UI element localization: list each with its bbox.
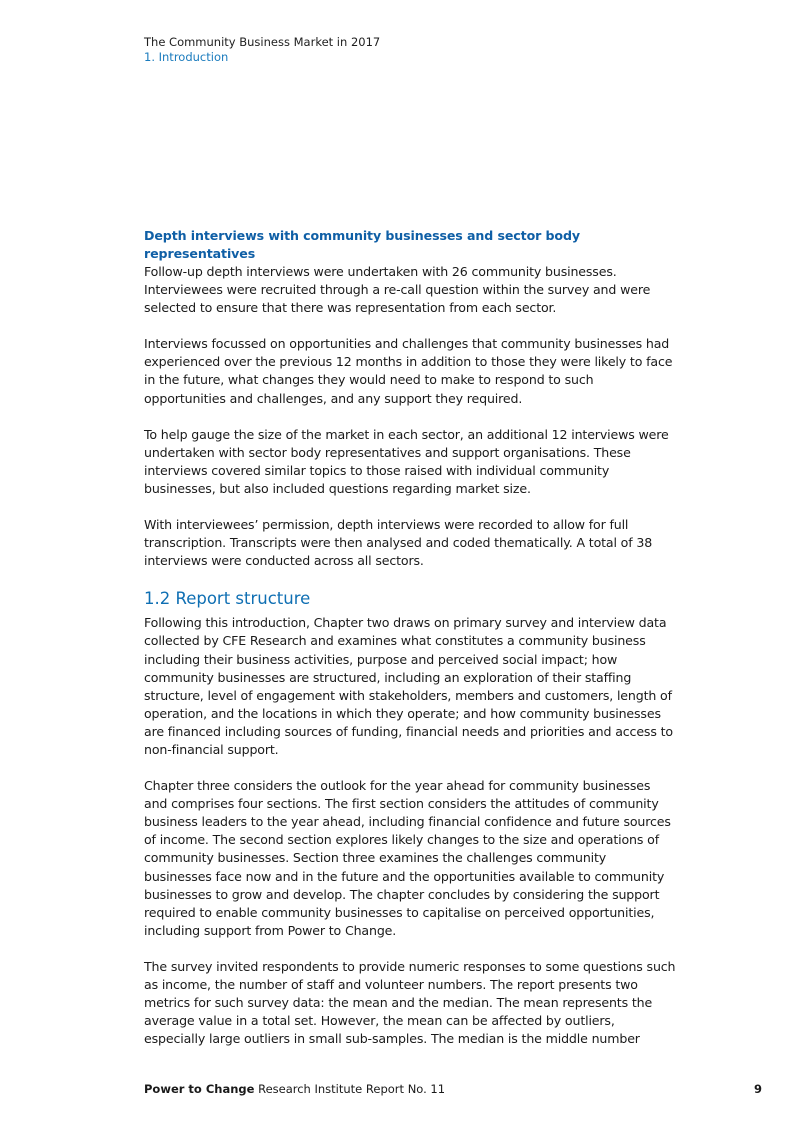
chapter-label: 1. Introduction <box>144 50 229 64</box>
page-number: 9 <box>753 1082 762 1096</box>
document-title: The Community Business Market in 2017 <box>144 35 381 49</box>
subheading-depth-interviews: Depth interviews with community businesses and sector body representatives <box>144 228 581 261</box>
paragraph: The survey invited respondents to provide numeric responses to some questions such as income, the number of staff and volunteer numbers. The report presents two metrics for such survey data: the mean and the median. The mean represents the average value in a total set. However, the mean can be affected by outliers, especially large outliers in small sub-samples. The median is the middle number <box>144 958 676 1047</box>
page-footer <box>144 1082 762 1097</box>
running-header <box>144 35 380 65</box>
paragraph: With interviewees’ permission, depth interviews were recorded to allow for full transcription. Transcripts were then analysed and coded thematically. A total of 38 interviews were conducted across all sectors. <box>144 517 653 569</box>
paragraph: Interviews focussed on opportunities and challenges that community businesses had experienced over the previous 12 months in addition to those they were likely to face in the future, what changes they would need to make to respond to such opportunities and challenges, and any support they required. <box>144 336 673 406</box>
section-heading-report-structure: 1.2 Report structure <box>144 589 311 609</box>
paragraph: Chapter three considers the outlook for the year ahead for community businesses and comprises four sections. The first section considers the attitudes of community business leaders to the year ahead, including financial confidence and future sources of income. The second section explores likely changes to the size and operations of community businesses. Section three examines the challenges community businesses face now and in the future and the opportunities available to community businesses to grow and develop. The chapter concludes by considering the support required to enable community businesses to capitalise on perceived opportunities, including support from Power to Change. <box>144 778 671 938</box>
paragraph: Following this introduction, Chapter two draws on primary survey and interview data collected by CFE Research and examines what constitutes a community business including their business activities, purpose and perceived social impact; how community businesses are structured, including an exploration of their staffing structure, level of engagement with stakeholders, members and customers, length of operation, and the locations in which they operate; and how community businesses are financed including sources of funding, financial needs and priorities and access to non-financial support. <box>144 615 673 757</box>
footer-report-credit <box>144 1082 445 1097</box>
footer-organisation: Power to Change <box>144 1082 255 1096</box>
paragraph: To help gauge the size of the market in each sector, an additional 12 interviews were undertaken with sector body representatives and support organisations. These interviews covered similar topics to those raised with individual community businesses, but also included questions regarding market size. <box>144 426 669 496</box>
page-body <box>144 227 676 1066</box>
paragraph: Follow-up depth interviews were undertaken with 26 community businesses. Interviewees were recruited through a re-call question within the survey and were selected to ensure that there was representation from each sector. <box>144 264 651 316</box>
footer-report-name: Research Institute Report No. 11 <box>254 1082 446 1096</box>
